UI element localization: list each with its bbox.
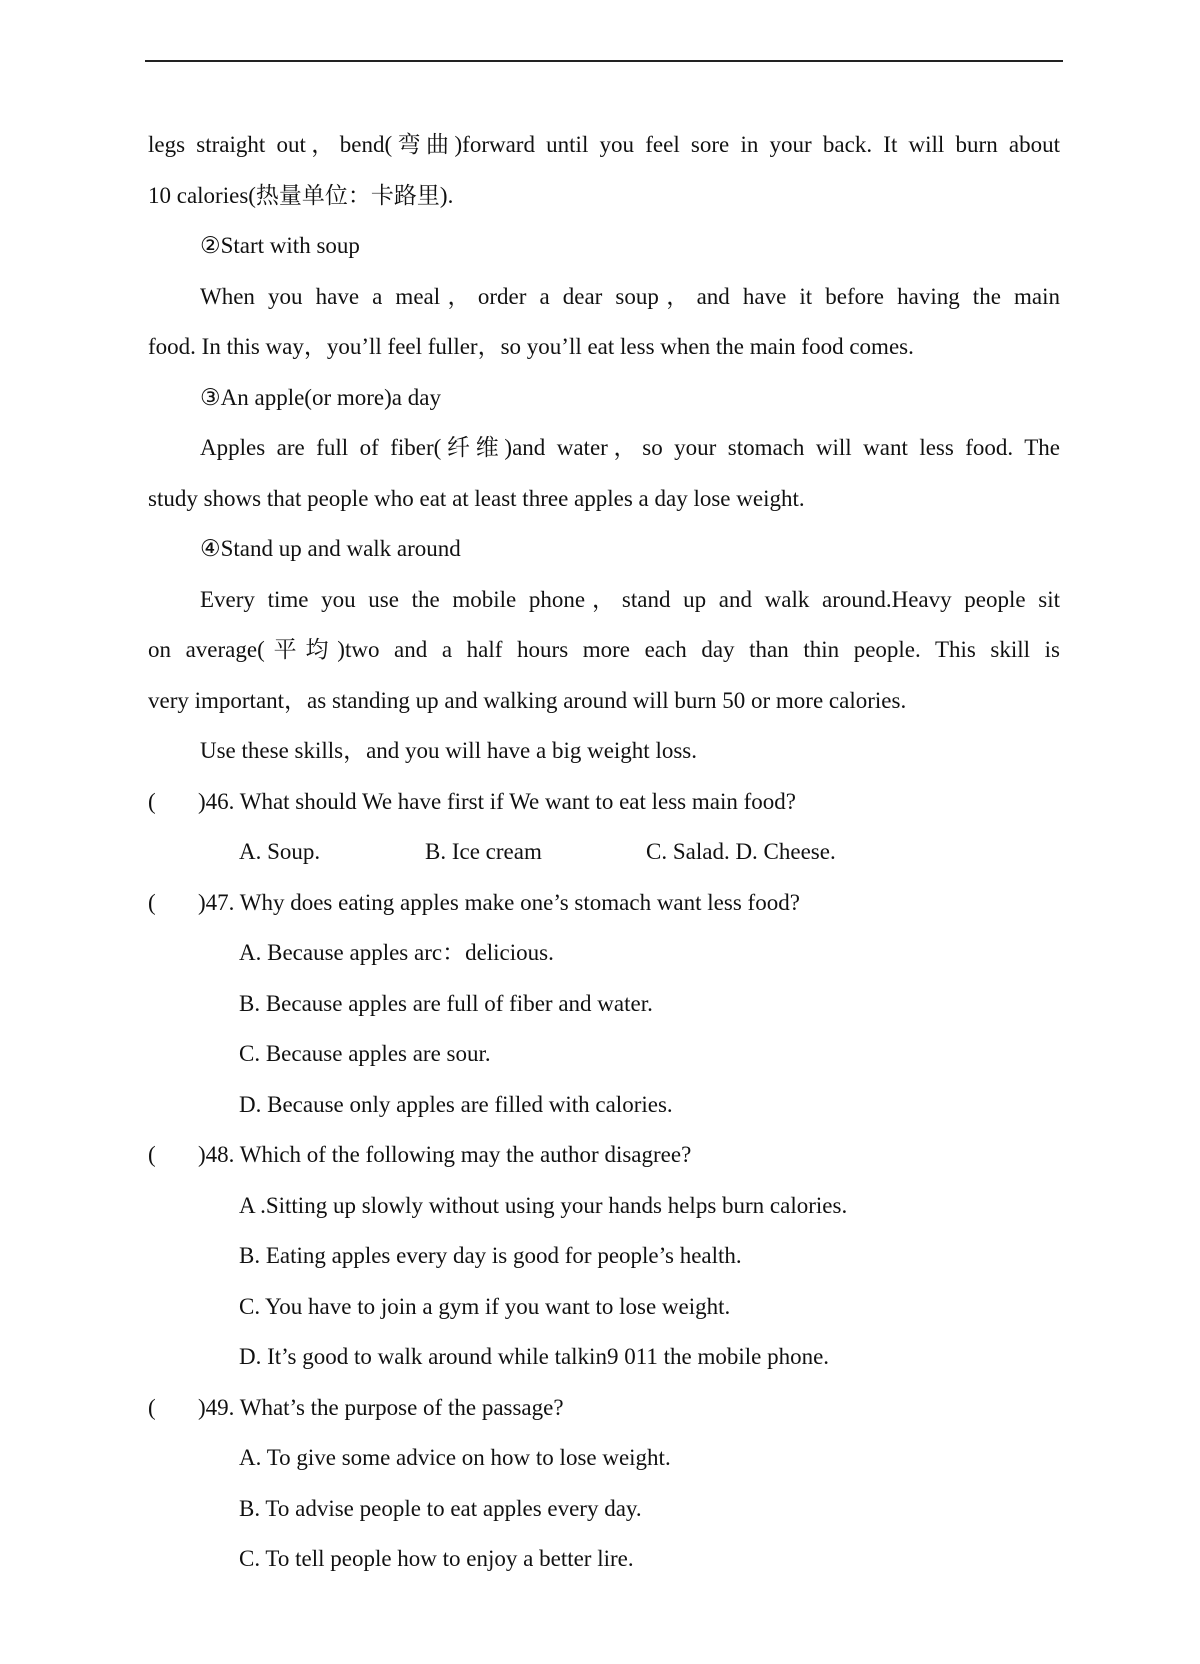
option-b: B. To advise people to eat apples every day. bbox=[239, 1495, 642, 1521]
conclusion-line: Use these skills，and you will have a big weight loss. bbox=[200, 738, 697, 763]
option-a: A .Sitting up slowly without using your hands helps burn calories. bbox=[239, 1192, 848, 1218]
answer-blank: ( bbox=[148, 788, 156, 814]
answer-blank: ( bbox=[148, 1142, 156, 1167]
option-c-d: C. Salad. D. Cheese. bbox=[646, 839, 836, 864]
passage-line: very important，as standing up and walking around will burn 50 or more calories. bbox=[148, 687, 907, 713]
option-c: C. Because apples are sour. bbox=[239, 1041, 491, 1066]
document-page bbox=[148, 120, 1060, 1585]
option-d: D. It’s good to walk around while talkin9 011 the mobile phone. bbox=[239, 1344, 830, 1369]
option-b: B. Because apples are full of fiber and water. bbox=[239, 990, 653, 1016]
passage-line: food. In this way，you’ll feel fuller，so you’ll eat less when the main food comes. bbox=[148, 334, 914, 359]
passage-line: Apples are full of fiber(纤维)and water，so your stomach will want less food. The bbox=[200, 435, 1060, 460]
tip-heading: ④Stand up and walk around bbox=[200, 536, 461, 561]
passage-line: legs straight out，bend(弯曲)forward until you feel sore in your back. It will burn about bbox=[148, 132, 1060, 157]
question-text: )49. What’s the purpose of the passage? bbox=[198, 1394, 564, 1420]
option-b: B. Eating apples every day is good for people’s health. bbox=[239, 1243, 742, 1268]
question-49 bbox=[148, 1383, 1060, 1434]
passage-line: on average(平均)two and a half hours more each day than thin people. This skill is bbox=[148, 637, 1060, 662]
question-text: )46. What should We have first if We want to eat less main food? bbox=[198, 788, 796, 814]
option-b: B. Ice cream bbox=[425, 839, 542, 864]
answer-blank: ( bbox=[148, 1394, 156, 1420]
question-46-options bbox=[148, 827, 1060, 878]
question-46 bbox=[148, 777, 1060, 828]
tip-heading: ②Start with soup bbox=[200, 233, 360, 258]
option-c: C. You have to join a gym if you want to lose weight. bbox=[239, 1293, 731, 1319]
header-rule bbox=[145, 60, 1063, 62]
option-c: C. To tell people how to enjoy a better lire. bbox=[239, 1546, 634, 1571]
passage-line: Every time you use the mobile phone，stand up and walk around.Heavy people sit bbox=[200, 586, 1060, 612]
tip-heading: ③An apple(or more)a day bbox=[200, 384, 441, 410]
passage-line: study shows that people who eat at least three apples a day lose weight. bbox=[148, 485, 805, 511]
question-text: )47. Why does eating apples make one’s stomach want less food? bbox=[198, 889, 800, 915]
passage-line: When you have a meal，order a dear soup，and have it before having the main bbox=[200, 283, 1060, 309]
option-d: D. Because only apples are filled with calories. bbox=[239, 1091, 673, 1117]
question-48 bbox=[148, 1130, 1060, 1181]
answer-blank: ( bbox=[148, 889, 156, 915]
passage-line: 10 calories(热量单位：卡路里). bbox=[148, 182, 454, 208]
option-a: A. Because apples arc：delicious. bbox=[239, 940, 554, 965]
option-a: A. To give some advice on how to lose weight. bbox=[239, 1445, 671, 1470]
question-text: )48. Which of the following may the author disagree? bbox=[198, 1142, 692, 1167]
option-a: A. Soup. bbox=[239, 839, 321, 864]
question-47 bbox=[148, 878, 1060, 929]
